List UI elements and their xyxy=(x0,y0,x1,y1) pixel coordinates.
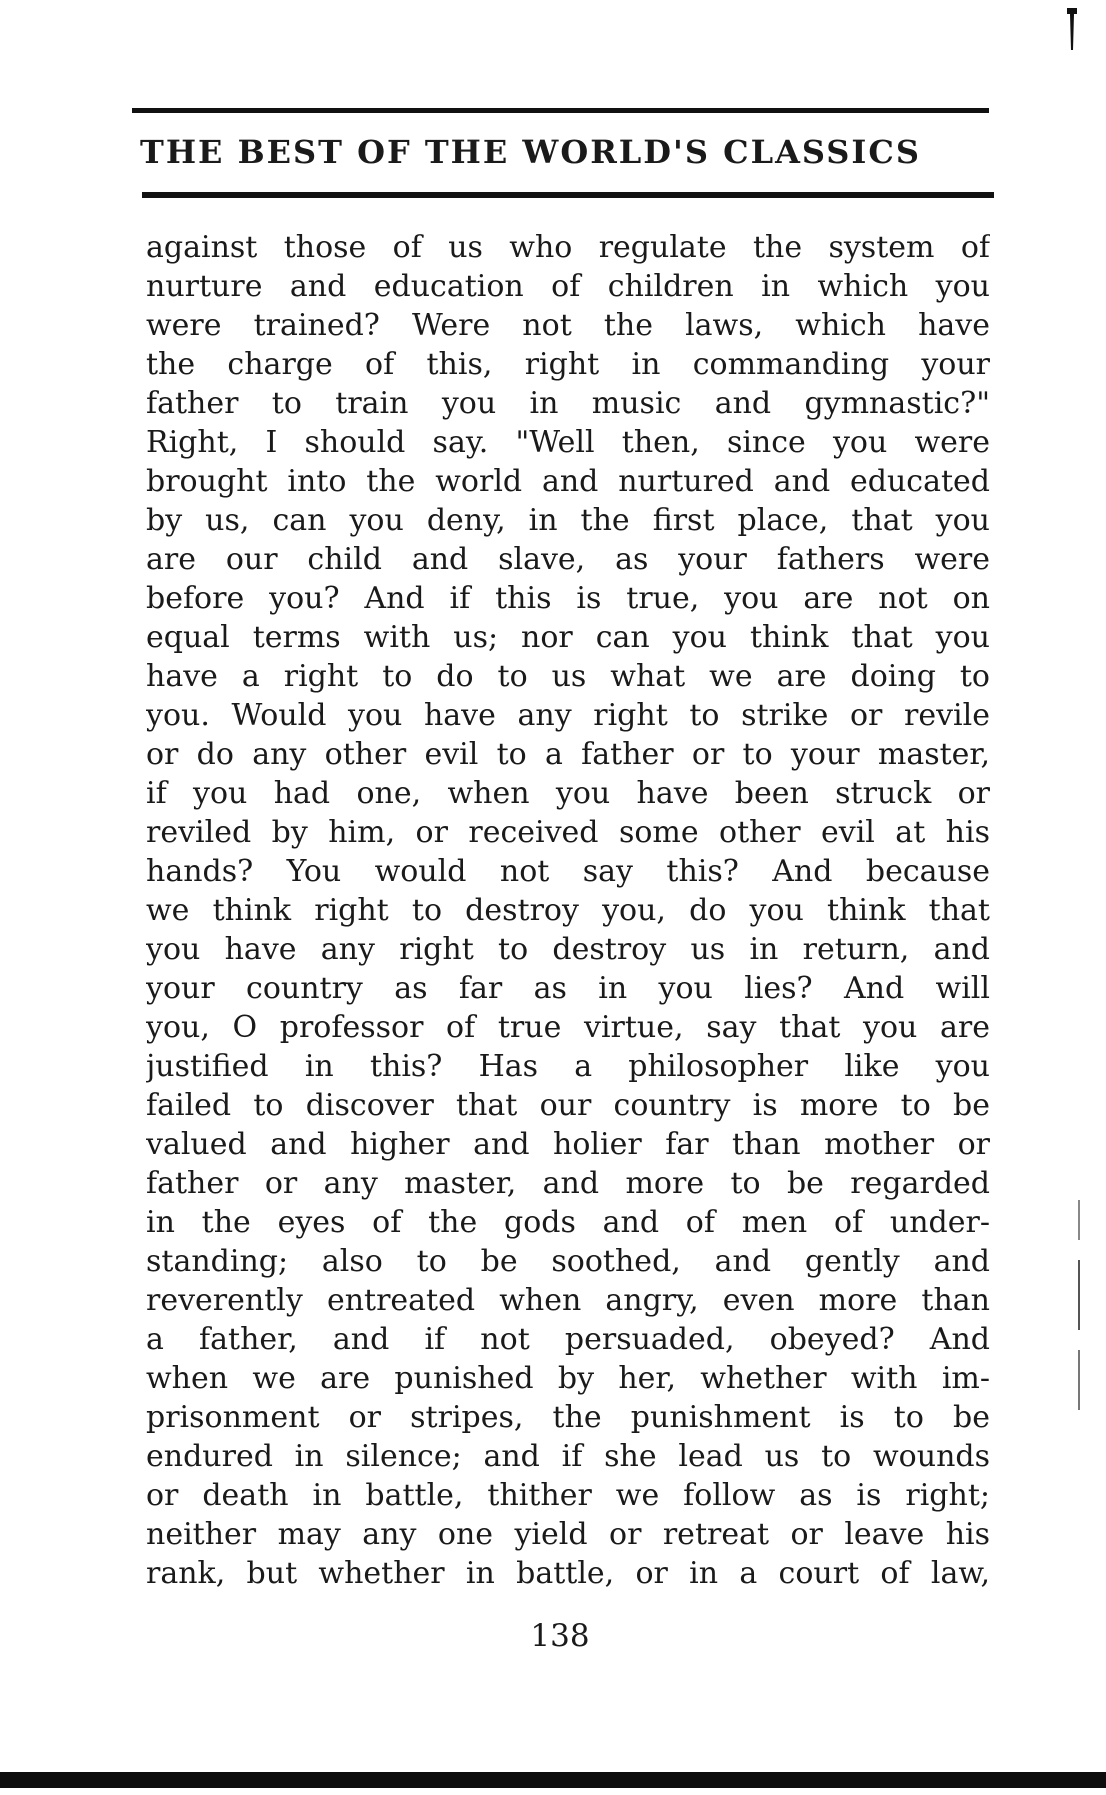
text-line: if you had one, when you have been struck or xyxy=(146,776,990,811)
text-line: when we are punished by her, whether with im- xyxy=(146,1361,990,1396)
text-line: endured in silence; and if she lead us to wounds xyxy=(146,1439,990,1474)
scan-edge xyxy=(0,1772,1106,1788)
text-line: equal terms with us; nor can you think that you xyxy=(146,620,990,655)
header-rule-bottom xyxy=(142,192,994,198)
text-line: against those of us who regulate the system of xyxy=(146,230,990,265)
text-line: have a right to do to us what we are doing to xyxy=(146,659,990,694)
text-line: valued and higher and holier far than mother or xyxy=(146,1127,990,1162)
text-line: you have any right to destroy us in return, and xyxy=(146,932,990,967)
text-line: father or any master, and more to be regarded xyxy=(146,1166,990,1201)
running-header: THE BEST OF THE WORLD'S CLASSICS xyxy=(140,133,921,171)
text-line: the charge of this, right in commanding your xyxy=(146,347,990,382)
text-line: standing; also to be soothed, and gently and xyxy=(146,1244,990,1279)
text-line: reverently entreated when angry, even more than xyxy=(146,1283,990,1318)
text-line: you, O professor of true virtue, say that you are xyxy=(146,1010,990,1045)
text-line: or death in battle, thither we follow as is right; xyxy=(146,1478,990,1513)
header-rule-top xyxy=(132,108,989,113)
text-line: a father, and if not persuaded, obeyed? And xyxy=(146,1322,990,1357)
text-line: your country as far as in you lies? And will xyxy=(146,971,990,1006)
text-line: before you? And if this is true, you are not on xyxy=(146,581,990,616)
page-number: 138 xyxy=(530,1618,590,1654)
corner-mark xyxy=(1067,8,1077,50)
text-line: nurture and education of children in which you xyxy=(146,269,990,304)
text-line: Right, I should say. "Well then, since you were xyxy=(146,425,990,460)
text-line: father to train you in music and gymnastic?" xyxy=(146,386,990,421)
text-line: are our child and slave, as your fathers were xyxy=(146,542,990,577)
text-line: in the eyes of the gods and of men of under- xyxy=(146,1205,990,1240)
text-line: by us, can you deny, in the first place, that you xyxy=(146,503,990,538)
text-line: prisonment or stripes, the punishment is to be xyxy=(146,1400,990,1435)
text-line: hands? You would not say this? And because xyxy=(146,854,990,889)
text-line: brought into the world and nurtured and educated xyxy=(146,464,990,499)
text-line: rank, but whether in battle, or in a court of law, xyxy=(146,1556,990,1591)
text-line: failed to discover that our country is more to be xyxy=(146,1088,990,1123)
body-text xyxy=(146,228,990,1593)
text-line: we think right to destroy you, do you think that xyxy=(146,893,990,928)
text-line: justified in this? Has a philosopher like you xyxy=(146,1049,990,1084)
text-line: reviled by him, or received some other evil at his xyxy=(146,815,990,850)
text-line: or do any other evil to a father or to your master, xyxy=(146,737,990,772)
text-line: were trained? Were not the laws, which have xyxy=(146,308,990,343)
scan-specks xyxy=(1076,1200,1082,1420)
text-line: you. Would you have any right to strike or revile xyxy=(146,698,990,733)
text-line: neither may any one yield or retreat or leave his xyxy=(146,1517,990,1552)
